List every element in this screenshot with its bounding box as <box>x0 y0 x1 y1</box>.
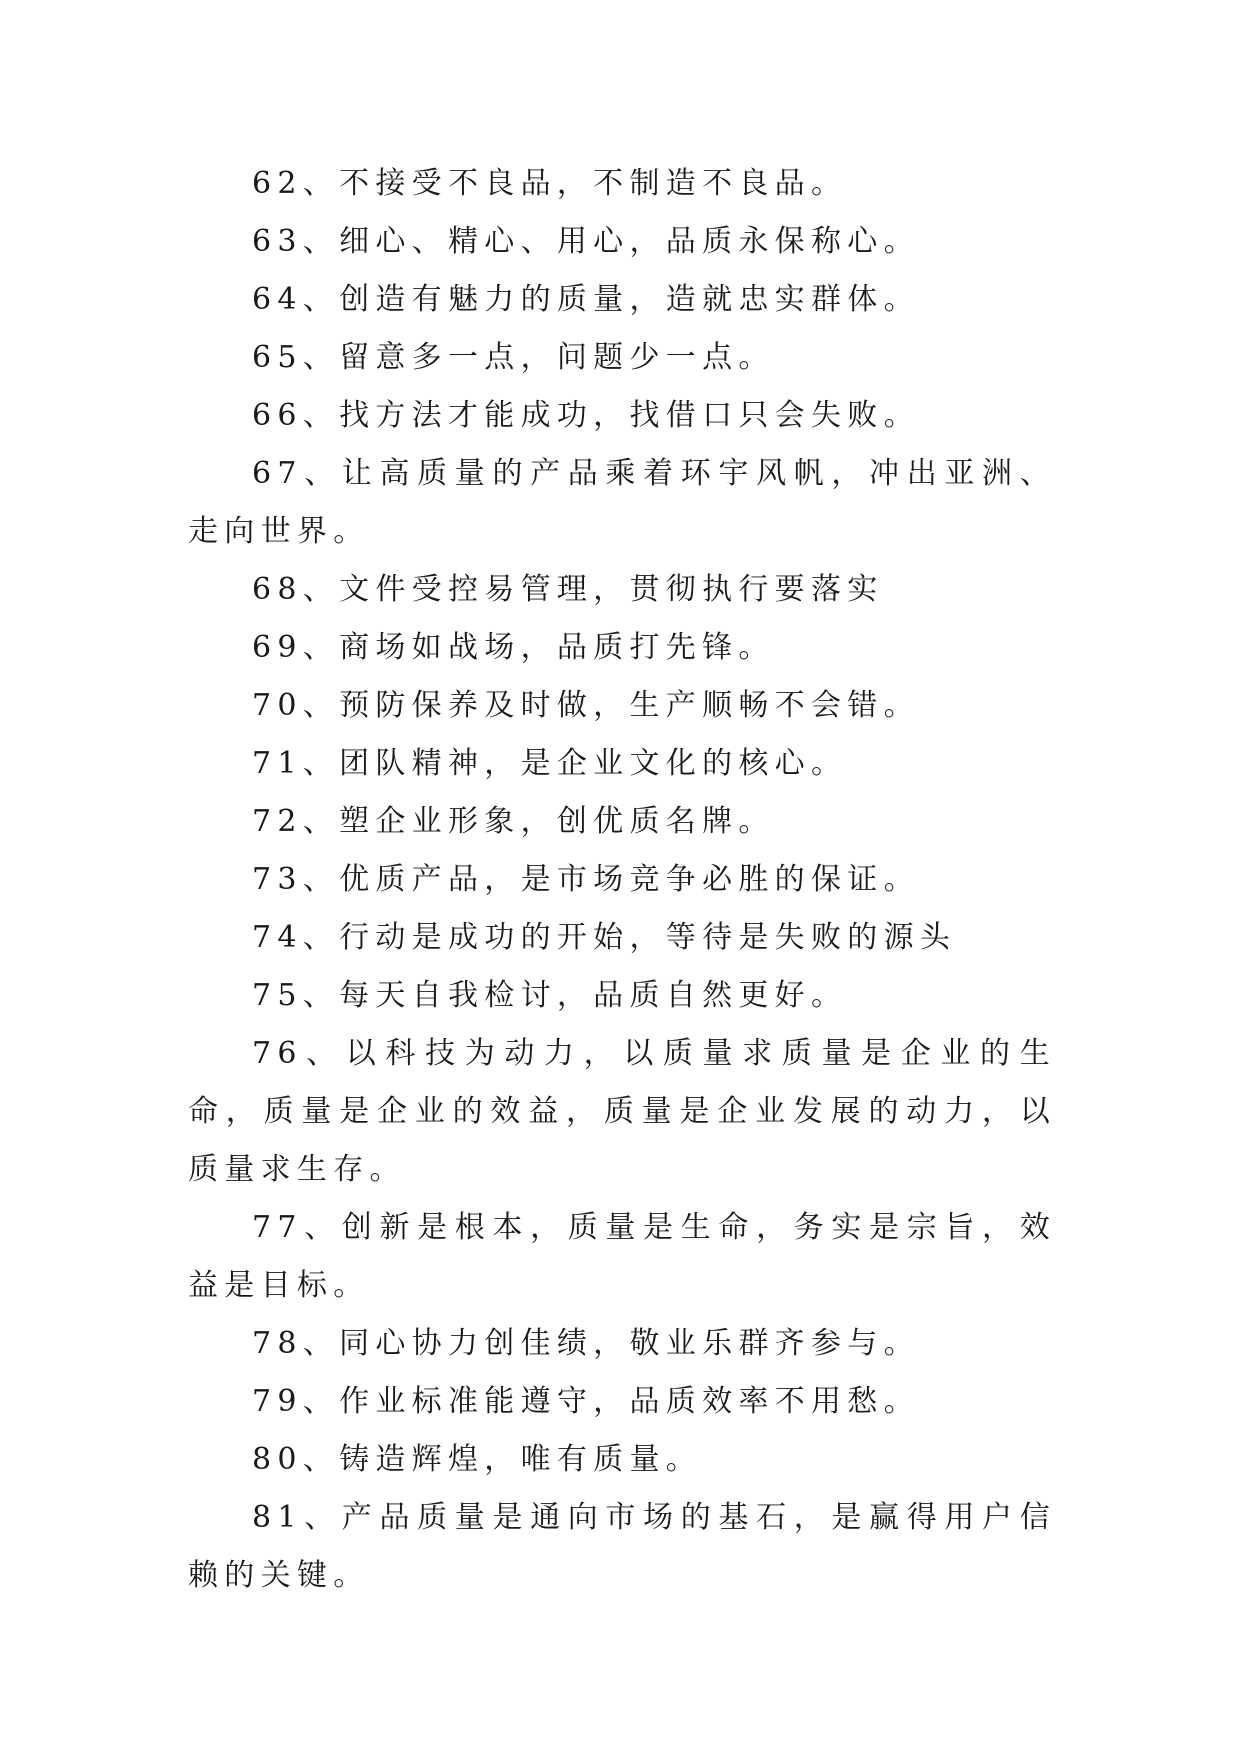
paragraph-72: 72、塑企业形象，创优质名牌。 <box>252 804 775 839</box>
paragraph-63: 63、细心、精心、用心，品质永保称心。 <box>252 224 920 259</box>
paragraph-80: 80、铸造辉煌，唯有质量。 <box>252 1442 703 1477</box>
paragraph-62: 62、不接受不良品，不制造不良品。 <box>252 166 848 201</box>
paragraph-74: 74、行动是成功的开始，等待是失败的源头 <box>252 920 957 955</box>
paragraph-73: 73、优质产品，是市场竞争必胜的保证。 <box>252 862 920 897</box>
paragraph-68: 68、文件受控易管理，贯彻执行要落实 <box>252 572 884 607</box>
paragraph-71: 71、团队精神，是企业文化的核心。 <box>252 746 848 781</box>
paragraph-70: 70、预防保养及时做，生产顺畅不会错。 <box>252 688 920 723</box>
paragraph-64: 64、创造有魅力的质量，造就忠实群体。 <box>252 282 920 317</box>
paragraph-76: 76、以科技为动力，以质量求质量是企业的生命，质量是企业的效益，质量是企业发展的动力，以质量求生存。 <box>188 1036 1056 1187</box>
paragraph-75: 75、每天自我检讨，品质自然更好。 <box>252 978 848 1013</box>
slogan-list <box>188 155 1056 1605</box>
paragraph-67: 67、让高质量的产品乘着环宇风帆，冲出亚洲、走向世界。 <box>188 456 1056 549</box>
paragraph-66: 66、找方法才能成功，找借口只会失败。 <box>252 398 920 433</box>
paragraph-77: 77、创新是根本，质量是生命，务实是宗旨，效益是目标。 <box>188 1210 1056 1303</box>
paragraph-69: 69、商场如战场，品质打先锋。 <box>252 630 775 665</box>
paragraph-65: 65、留意多一点，问题少一点。 <box>252 340 775 375</box>
paragraph-79: 79、作业标准能遵守，品质效率不用愁。 <box>252 1384 920 1419</box>
paragraph-81: 81、产品质量是通向市场的基石，是赢得用户信赖的关键。 <box>188 1500 1056 1593</box>
paragraph-78: 78、同心协力创佳绩，敬业乐群齐参与。 <box>252 1326 920 1361</box>
